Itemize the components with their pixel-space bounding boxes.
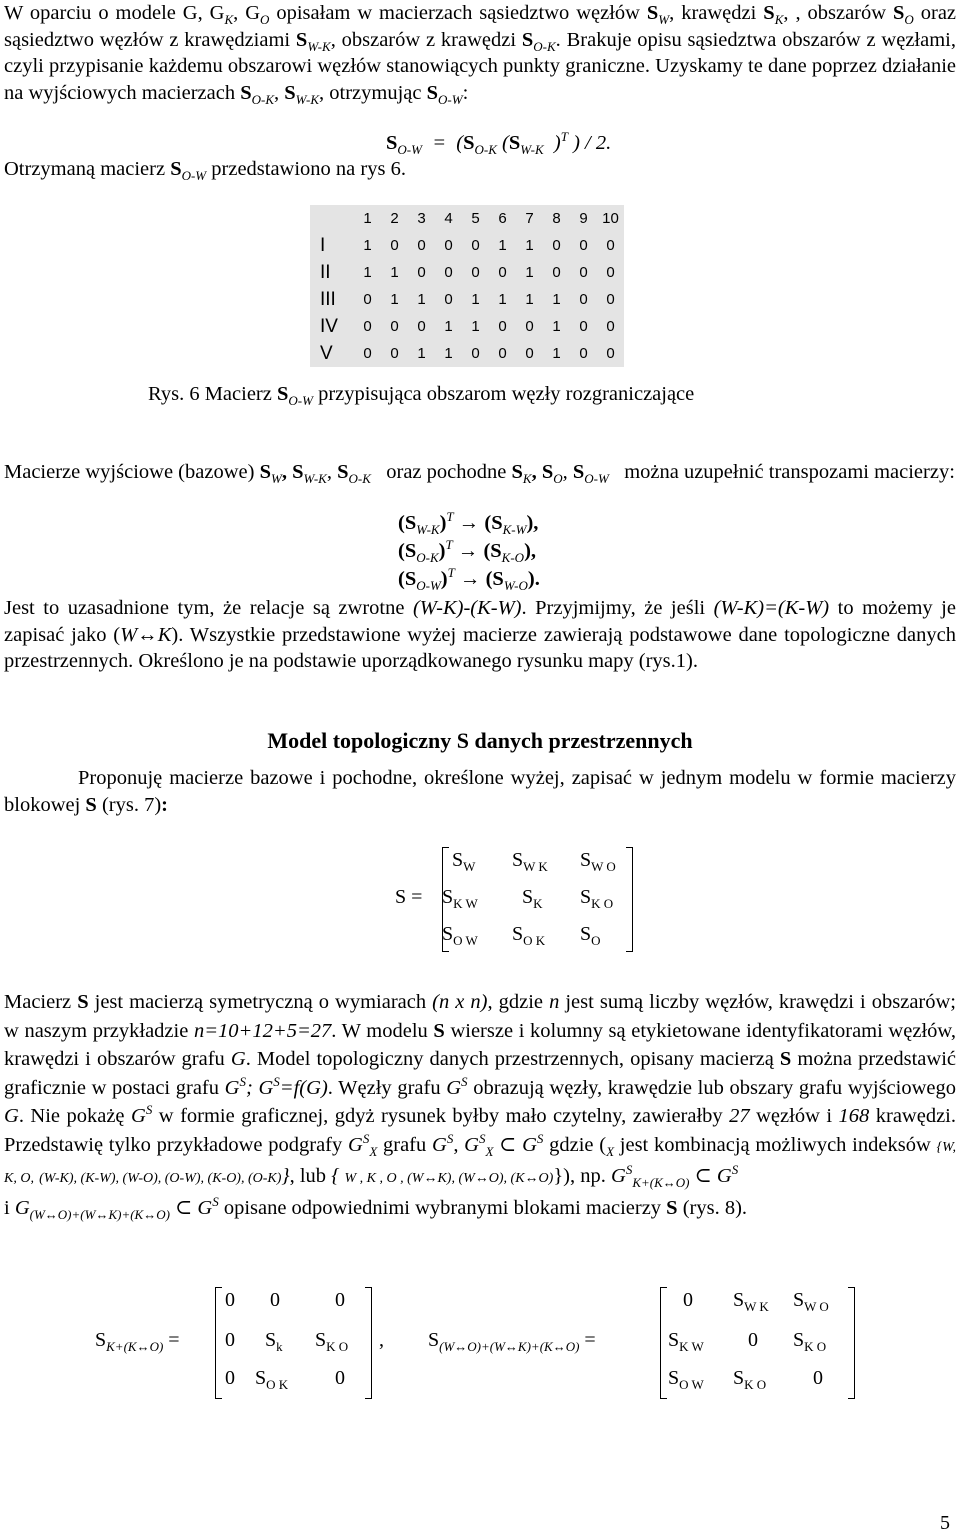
table-cell: 1: [525, 291, 534, 308]
table-cell: 0: [363, 291, 372, 308]
matrix-cell: 0: [748, 1329, 758, 1351]
table-cell: 0: [363, 345, 372, 362]
table-cell: 0: [417, 237, 426, 254]
table-cell: 0: [390, 237, 399, 254]
table-cell: 1: [390, 264, 399, 281]
left-bracket: [215, 1287, 222, 1399]
table-cell: 1: [498, 291, 507, 308]
table-cell: 0: [444, 291, 453, 308]
table-cell: 0: [471, 345, 480, 362]
table-row: [310, 313, 624, 340]
row-label: V: [320, 342, 333, 364]
table-cell: 0: [579, 318, 588, 335]
matrix-cell: $S_O$: [580, 923, 601, 948]
table-cell: 1: [444, 318, 453, 335]
row-label: IV: [320, 315, 338, 337]
table-cell: 0: [390, 318, 399, 335]
table-cell: 0: [579, 345, 588, 362]
section-heading: Model topologiczny S danych przestrzennych: [267, 728, 693, 753]
table-cell: 0: [525, 318, 534, 335]
table-cell: 0: [606, 318, 615, 335]
column-header: 1: [363, 210, 372, 227]
equation-s-ow: $S_{O-W} = (S_{O-K}$ ($S_{W-K}$ )$^T$ ) / 2.: [386, 129, 612, 158]
column-header: 8: [552, 210, 561, 227]
table-cell: 1: [444, 345, 453, 362]
matrix-cell: 0: [225, 1289, 235, 1311]
table-cell: 1: [552, 345, 561, 362]
table-cell: 0: [444, 264, 453, 281]
table-cell: 0: [498, 264, 507, 281]
matrix-cell: $S_{O W}$: [668, 1367, 704, 1392]
table-cell: 0: [390, 345, 399, 362]
matrix-cell: 0: [335, 1289, 345, 1311]
table-cell: 0: [498, 345, 507, 362]
table-cell: 0: [417, 318, 426, 335]
column-header: 4: [444, 210, 453, 227]
subset-icon: ⊂: [694, 1165, 712, 1187]
paragraph-otrzymana: Otrzymaną macierz $S_{O-W}$ przedstawiono na rys 6.: [4, 158, 406, 184]
matrix-cell: $S_k$: [265, 1329, 283, 1354]
matrix-cell: 0: [225, 1329, 235, 1351]
matrix-cell: 0: [813, 1367, 823, 1389]
right-bracket: [848, 1287, 855, 1399]
table-cell: 0: [552, 264, 561, 281]
matrix-cell: $S_W$: [452, 849, 476, 874]
matrix-cell: $S_K$: [522, 886, 543, 911]
table-cell: 0: [606, 345, 615, 362]
matrix-lhs: $S_{(W\leftrightarrow O)+(W\leftrightarrow K)+(K\leftrightarrow O)}$ =: [428, 1329, 596, 1354]
column-header: 2: [390, 210, 399, 227]
arrow-right-icon: →: [458, 512, 480, 534]
column-header: 7: [525, 210, 534, 227]
matrix-cell: $S_{K W}$: [442, 886, 478, 911]
transpose-line-1: $(S_{W-K})^T \to (S_{K-W})$,: [398, 509, 539, 538]
column-header: 5: [471, 210, 480, 227]
table-cell: 1: [525, 264, 534, 281]
table-row: [310, 340, 624, 367]
matrix-cell: $S_{K O}$: [580, 886, 614, 911]
table-cell: 0: [552, 237, 561, 254]
matrix-cell: 0: [270, 1289, 280, 1311]
paragraph-intro: W oparciu o modele G, $G_K$, $G_O$ opisałam w macierzach sąsiedztwo węzłów $S_W$, krawędzi $S_K$, , obszarów $S_O$ oraz sąsiedztwo węzłów z krawędziami $S_{W-K}$, obszarów z krawędzi $S_{O-K}$. Brakuje opisu sąsiedztwa obszarów z węzłami, czyli przypisanie każdemu obszarowi węzłów stanowiących punkty graniczne. Uzyskamy te dane poprzez działanie na wyjściowych macierzach $S_{O-K}$, $S_{W-K}$, otrzymując $S_{O-W}$:: [4, 2, 957, 107]
column-header: 3: [417, 210, 426, 227]
matrix-cell: $S_{O K}$: [255, 1367, 289, 1392]
table-row: [310, 259, 624, 286]
table-cell: 1: [390, 291, 399, 308]
matrix-cell: $S_{K O}$: [315, 1329, 349, 1354]
matrix-cell: 0: [225, 1367, 235, 1389]
table-cell: 0: [606, 264, 615, 281]
table-cell: 1: [417, 291, 426, 308]
matrix-cell: $S_{W K}$: [512, 849, 548, 874]
table-cell: 1: [363, 264, 372, 281]
matrix-cell: 0: [335, 1367, 345, 1389]
row-label: I: [320, 234, 326, 256]
table-cell: 1: [471, 291, 480, 308]
matrix-lhs: S =: [395, 886, 423, 908]
paragraph-macierz-s: Macierz S jest macierzą symetryczną o wymiarach (n x n), gdzie n jest sumą liczby węzłów, krawędzi i obszarów; w naszym przykładzie n=10+12+5=27. W modelu S wiersze i kolumny są etykietowane identyfikatorami węzłów, krawędzi i obszarów grafu G. Model topologiczny danych przestrzennych, opisany macierzą S można przedstawić graficznie w postaci grafu $G^S$; $G^S=f(G)$. Węzły grafu $G^S$ obrazują węzły, krawędzie lub obszary grafu wyjściowego G. Nie pokażę $G^S$ w formie graficznej, gdyż rysunek byłby mało czytelny, zawierałby 27 węzłów i 168 krawędzi. Przedstawię tylko przykładowe podgrafy $G^S_X$ grafu $G^S$, $G^S_X$ ⊂ $G^S$ gdzie ($_X$ jest kombinacją możliwych indeksów {W, K, O, (W-K), (K-W), (W-O), (O-W), (K-O), (O-K)}, lub { W , K , O , (W↔K), (W↔O), (K↔O)}), np. $G^S_{K+(K\leftrightarrow O)}$ ⊂ $G^S$ i $G_{(W\leftrightarrow O)+(W\leftrightarrow K)+(K\leftrightarrow O)}$ ⊂ $G^S$ opisane odpowiednimi wybranymi blokami macierzy S (rys. 8).: [4, 991, 957, 1222]
matrix-cell: $S_{K O}$: [733, 1367, 767, 1392]
table-cell: 1: [552, 291, 561, 308]
matrix-cell: $S_{W K}$: [733, 1289, 769, 1314]
column-header: 9: [579, 210, 588, 227]
right-bracket: [626, 847, 633, 952]
table-cell: 1: [498, 237, 507, 254]
table-cell: 1: [525, 237, 534, 254]
arrow-right-icon: →: [457, 540, 479, 562]
transpose-line-2: $(S_{O-K})^T \to (S_{K-O})$,: [398, 537, 537, 566]
page-number: 5: [940, 1512, 950, 1534]
column-header: 6: [498, 210, 507, 227]
table-cell: 0: [606, 237, 615, 254]
matrix-cell: $S_{O K}$: [512, 923, 546, 948]
table-cell: 0: [579, 237, 588, 254]
matrix-cell: $S_{K O}$: [793, 1329, 827, 1354]
matrix-cell: $S_{W O}$: [580, 849, 616, 874]
block-matrix-k-ko: [95, 1285, 405, 1401]
table-cell: 1: [552, 318, 561, 335]
column-header: 10: [602, 210, 619, 227]
row-label: III: [320, 288, 336, 310]
adjacency-table-ow: [310, 205, 624, 367]
matrix-cell: $S_{O W}$: [442, 923, 478, 948]
paragraph-proponuje: Proponuję macierze bazowe i pochodne, określone wyżej, zapisać w jednym modelu w formie macierzy blokowej S (rys. 7):: [4, 767, 956, 816]
left-bracket: [660, 1287, 667, 1399]
subset-icon: ⊂: [175, 1196, 193, 1219]
table-cell: 0: [471, 264, 480, 281]
matrix-cell: 0: [683, 1289, 693, 1311]
table-row: [310, 286, 624, 313]
table-corner: [310, 205, 354, 232]
paragraph-relacje: Jest to uzasadnione tym, że relacje są zwrotne (W-K)-(K-W). Przyjmijmy, że jeśli (W-K)=(K-W) to możemy je zapisać jako (W↔K). Wszystkie przedstawione wyżej macierze zawierają podstawowe dane topologiczne danych przestrzennych. Określono je na podstawie uporządkowanego rysunku mapy (rys.1).: [4, 597, 956, 672]
table-cell: 0: [444, 237, 453, 254]
block-matrix-wo-wk-ko: [428, 1285, 868, 1401]
table-cell: 1: [471, 318, 480, 335]
table-cell: 0: [525, 345, 534, 362]
table-cell: 1: [417, 345, 426, 362]
table-cell: 0: [579, 264, 588, 281]
transpose-line-3: $(S_{O-W})^T \to (S_{W-O})$.: [398, 565, 540, 594]
matrix-cell: $S_{W O}$: [793, 1289, 829, 1314]
figure-caption-6: Rys. 6 Macierz $S_{O-W}$ przypisująca obszarom węzły rozgraniczające: [148, 383, 695, 409]
block-matrix-s: [390, 845, 650, 955]
arrow-right-icon: →: [459, 568, 481, 590]
matrix-separator: ,: [379, 1329, 384, 1351]
matrix-cell: $S_{K W}$: [668, 1329, 704, 1354]
table-cell: 0: [363, 318, 372, 335]
table-cell: 0: [471, 237, 480, 254]
table-header-row: [310, 205, 624, 232]
table-cell: 1: [363, 237, 372, 254]
row-label: II: [320, 261, 331, 283]
right-bracket: [365, 1287, 372, 1399]
subset-icon: ⊂: [499, 1133, 517, 1156]
table-row: [310, 232, 624, 259]
matrix-lhs: $S_{K+(K\leftrightarrow O)}$ =: [95, 1329, 180, 1354]
table-cell: 0: [579, 291, 588, 308]
paragraph-macierze-wyjsciowe: Macierze wyjściowe (bazowe) $S_W$, $S_{W-K}$, $S_{O-K}$ oraz pochodne $S_K$, $S_O$, $S_{O-W}$ można uzupełnić transpozami macierzy:: [4, 461, 955, 487]
table-cell: 0: [498, 318, 507, 335]
table-cell: 0: [417, 264, 426, 281]
table-cell: 0: [606, 291, 615, 308]
